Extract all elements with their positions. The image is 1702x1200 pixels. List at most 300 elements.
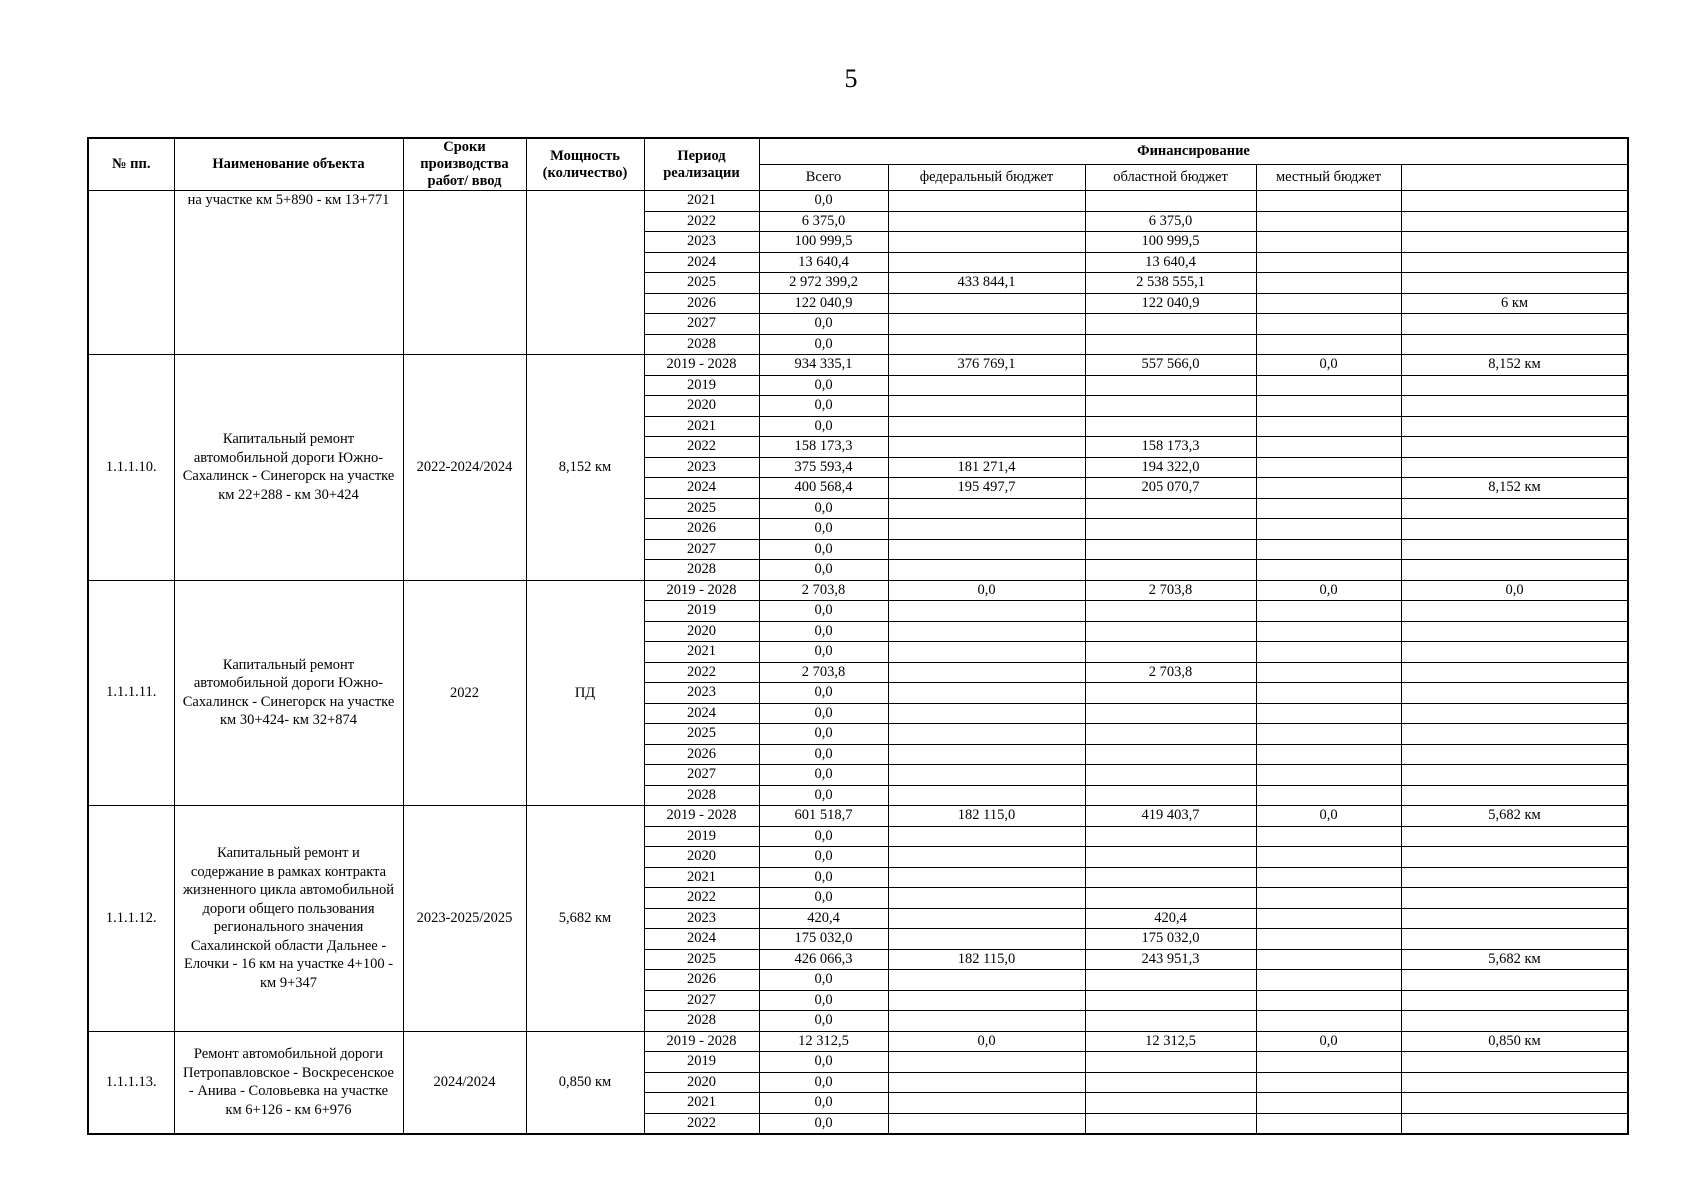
cell-federal: [888, 539, 1085, 560]
cell-total: 13 640,4: [759, 252, 888, 273]
cell-total: 0,0: [759, 1011, 888, 1032]
cell-regional: [1085, 621, 1256, 642]
capacity: 8,152 км: [526, 355, 644, 581]
cell-local: [1256, 232, 1401, 253]
cell-regional: [1085, 724, 1256, 745]
cell-total: 2 703,8: [759, 662, 888, 683]
cell-result: [1401, 847, 1628, 868]
cell-federal: [888, 908, 1085, 929]
cell-period: 2024: [644, 703, 759, 724]
cell-period: 2019 - 2028: [644, 355, 759, 376]
cell-period: 2025: [644, 273, 759, 294]
cell-federal: [888, 1072, 1085, 1093]
cell-result: [1401, 314, 1628, 335]
table-body: [88, 191, 1628, 1135]
cell-total: 0,0: [759, 375, 888, 396]
cell-total: 100 999,5: [759, 232, 888, 253]
cell-regional: [1085, 1052, 1256, 1073]
cell-federal: [888, 1052, 1085, 1073]
cell-local: [1256, 375, 1401, 396]
work-terms: 2022-2024/2024: [403, 355, 526, 581]
cell-federal: [888, 662, 1085, 683]
cell-federal: [888, 888, 1085, 909]
cell-total: 0,0: [759, 970, 888, 991]
cell-period: 2022: [644, 437, 759, 458]
cell-federal: [888, 293, 1085, 314]
cell-federal: 195 497,7: [888, 478, 1085, 499]
cell-result: [1401, 252, 1628, 273]
cell-result: [1401, 621, 1628, 642]
cell-result: [1401, 990, 1628, 1011]
cell-regional: [1085, 191, 1256, 212]
cell-regional: 2 703,8: [1085, 662, 1256, 683]
cell-result: [1401, 970, 1628, 991]
cell-federal: [888, 621, 1085, 642]
cell-regional: [1085, 1011, 1256, 1032]
cell-local: [1256, 724, 1401, 745]
cell-total: 0,0: [759, 1093, 888, 1114]
cell-federal: 0,0: [888, 1031, 1085, 1052]
cell-local: [1256, 1011, 1401, 1032]
table-row: [88, 806, 1628, 827]
cell-period: 2019 - 2028: [644, 806, 759, 827]
row-number: 1.1.1.11.: [88, 580, 174, 806]
cell-local: [1256, 642, 1401, 663]
cell-federal: [888, 929, 1085, 950]
cell-federal: [888, 785, 1085, 806]
cell-period: 2023: [644, 232, 759, 253]
cell-result: [1401, 683, 1628, 704]
page-number: 5: [844, 64, 858, 93]
cell-regional: [1085, 396, 1256, 417]
cell-regional: 420,4: [1085, 908, 1256, 929]
cell-period: 2027: [644, 990, 759, 1011]
capacity: 0,850 км: [526, 1031, 644, 1134]
cell-local: [1256, 867, 1401, 888]
cell-local: [1256, 826, 1401, 847]
capacity: [526, 191, 644, 355]
cell-result: [1401, 437, 1628, 458]
cell-total: 0,0: [759, 847, 888, 868]
cell-period: 2028: [644, 1011, 759, 1032]
cell-result: [1401, 1011, 1628, 1032]
work-terms: 2022: [403, 580, 526, 806]
cell-local: [1256, 847, 1401, 868]
cell-federal: 182 115,0: [888, 806, 1085, 827]
cell-result: [1401, 601, 1628, 622]
cell-regional: [1085, 498, 1256, 519]
cell-result: [1401, 826, 1628, 847]
cell-result: 0,850 км: [1401, 1031, 1628, 1052]
cell-local: [1256, 334, 1401, 355]
cell-regional: 2 703,8: [1085, 580, 1256, 601]
cell-local: [1256, 601, 1401, 622]
cell-total: 0,0: [759, 826, 888, 847]
cell-local: [1256, 785, 1401, 806]
cell-period: 2021: [644, 1093, 759, 1114]
header-financing: Финансирование: [759, 138, 1628, 165]
cell-result: [1401, 211, 1628, 232]
cell-result: 6 км: [1401, 293, 1628, 314]
cell-period: 2028: [644, 785, 759, 806]
cell-federal: [888, 437, 1085, 458]
cell-federal: 433 844,1: [888, 273, 1085, 294]
cell-period: 2028: [644, 560, 759, 581]
cell-regional: 419 403,7: [1085, 806, 1256, 827]
cell-regional: [1085, 785, 1256, 806]
cell-local: [1256, 888, 1401, 909]
cell-result: [1401, 785, 1628, 806]
cell-period: 2022: [644, 662, 759, 683]
table-header: [88, 138, 1628, 191]
cell-total: 934 335,1: [759, 355, 888, 376]
cell-period: 2019: [644, 375, 759, 396]
cell-regional: [1085, 601, 1256, 622]
cell-regional: 13 640,4: [1085, 252, 1256, 273]
cell-period: 2023: [644, 908, 759, 929]
cell-federal: [888, 703, 1085, 724]
header-total: Всего: [759, 165, 888, 191]
cell-result: 8,152 км: [1401, 355, 1628, 376]
cell-local: [1256, 1093, 1401, 1114]
cell-result: [1401, 867, 1628, 888]
cell-period: 2028: [644, 334, 759, 355]
cell-federal: 182 115,0: [888, 949, 1085, 970]
cell-total: 0,0: [759, 1052, 888, 1073]
cell-total: 158 173,3: [759, 437, 888, 458]
cell-federal: [888, 1113, 1085, 1134]
cell-regional: [1085, 847, 1256, 868]
capacity: 5,682 км: [526, 806, 644, 1032]
cell-regional: 122 040,9: [1085, 293, 1256, 314]
cell-local: [1256, 908, 1401, 929]
cell-regional: [1085, 642, 1256, 663]
cell-total: 0,0: [759, 621, 888, 642]
cell-result: [1401, 375, 1628, 396]
cell-total: 0,0: [759, 1072, 888, 1093]
cell-result: [1401, 1113, 1628, 1134]
cell-total: 0,0: [759, 724, 888, 745]
cell-total: 0,0: [759, 744, 888, 765]
work-terms: 2023-2025/2025: [403, 806, 526, 1032]
cell-local: [1256, 416, 1401, 437]
work-terms: [403, 191, 526, 355]
cell-regional: [1085, 334, 1256, 355]
cell-federal: 376 769,1: [888, 355, 1085, 376]
cell-local: [1256, 560, 1401, 581]
cell-local: [1256, 191, 1401, 212]
cell-total: 0,0: [759, 416, 888, 437]
header-name: Наименование объекта: [174, 138, 403, 191]
cell-total: 0,0: [759, 642, 888, 663]
cell-regional: 2 538 555,1: [1085, 273, 1256, 294]
cell-regional: 158 173,3: [1085, 437, 1256, 458]
header-terms: Сроки производства работ/ ввод: [403, 138, 526, 191]
cell-federal: [888, 498, 1085, 519]
cell-federal: [888, 642, 1085, 663]
cell-local: [1256, 273, 1401, 294]
cell-local: [1256, 1052, 1401, 1073]
cell-local: [1256, 478, 1401, 499]
cell-result: [1401, 232, 1628, 253]
cell-period: 2020: [644, 847, 759, 868]
cell-local: [1256, 744, 1401, 765]
table-row: [88, 1031, 1628, 1052]
work-terms: 2024/2024: [403, 1031, 526, 1134]
cell-local: [1256, 929, 1401, 950]
cell-local: [1256, 970, 1401, 991]
cell-period: 2019: [644, 601, 759, 622]
cell-total: 0,0: [759, 191, 888, 212]
header-local: местный бюджет: [1256, 165, 1401, 191]
cell-local: [1256, 1113, 1401, 1134]
cell-total: 601 518,7: [759, 806, 888, 827]
cell-local: [1256, 662, 1401, 683]
cell-result: [1401, 1052, 1628, 1073]
cell-period: 2021: [644, 191, 759, 212]
cell-period: 2023: [644, 457, 759, 478]
cell-result: [1401, 765, 1628, 786]
cell-federal: [888, 334, 1085, 355]
cell-local: [1256, 539, 1401, 560]
cell-period: 2021: [644, 867, 759, 888]
cell-period: 2022: [644, 1113, 759, 1134]
cell-period: 2019 - 2028: [644, 1031, 759, 1052]
cell-result: [1401, 498, 1628, 519]
cell-total: 0,0: [759, 498, 888, 519]
cell-local: 0,0: [1256, 806, 1401, 827]
cell-period: 2024: [644, 252, 759, 273]
cell-total: 0,0: [759, 560, 888, 581]
cell-federal: [888, 867, 1085, 888]
cell-result: [1401, 273, 1628, 294]
cell-regional: [1085, 765, 1256, 786]
cell-total: 0,0: [759, 601, 888, 622]
cell-result: [1401, 1072, 1628, 1093]
cell-federal: [888, 1011, 1085, 1032]
cell-local: [1256, 621, 1401, 642]
cell-result: [1401, 334, 1628, 355]
cell-total: 0,0: [759, 539, 888, 560]
cell-result: [1401, 724, 1628, 745]
cell-total: 0,0: [759, 888, 888, 909]
cell-local: 0,0: [1256, 580, 1401, 601]
cell-regional: 205 070,7: [1085, 478, 1256, 499]
cell-total: 0,0: [759, 396, 888, 417]
cell-period: 2027: [644, 539, 759, 560]
cell-local: [1256, 949, 1401, 970]
cell-regional: [1085, 539, 1256, 560]
cell-total: 2 972 399,2: [759, 273, 888, 294]
header-regional: областной бюджет: [1085, 165, 1256, 191]
cell-result: 5,682 км: [1401, 949, 1628, 970]
object-name: Капитальный ремонт и содержание в рамках контракта жизненного цикла автомобильной дороги общего пользования регионального значения Сахалинской области Дальнее - Елочки - 16 км на участке 4+100 - км 9+347: [174, 806, 403, 1032]
table-row: [88, 580, 1628, 601]
cell-period: 2024: [644, 929, 759, 950]
cell-result: [1401, 642, 1628, 663]
cell-federal: [888, 560, 1085, 581]
cell-federal: [888, 601, 1085, 622]
cell-federal: [888, 211, 1085, 232]
cell-result: [1401, 560, 1628, 581]
cell-result: [1401, 396, 1628, 417]
object-name: Капитальный ремонт автомобильной дороги Южно-Сахалинск - Синегорск на участке км 30+424- км 32+874: [174, 580, 403, 806]
cell-total: 426 066,3: [759, 949, 888, 970]
cell-local: 0,0: [1256, 355, 1401, 376]
cell-total: 0,0: [759, 765, 888, 786]
cell-result: 0,0: [1401, 580, 1628, 601]
cell-period: 2021: [644, 416, 759, 437]
cell-period: 2027: [644, 765, 759, 786]
cell-result: [1401, 929, 1628, 950]
cell-local: [1256, 252, 1401, 273]
cell-total: 0,0: [759, 683, 888, 704]
cell-result: [1401, 416, 1628, 437]
cell-federal: [888, 744, 1085, 765]
cell-federal: [888, 724, 1085, 745]
cell-period: 2019 - 2028: [644, 580, 759, 601]
cell-regional: 100 999,5: [1085, 232, 1256, 253]
cell-federal: [888, 191, 1085, 212]
cell-total: 0,0: [759, 314, 888, 335]
cell-federal: [888, 826, 1085, 847]
cell-period: 2026: [644, 519, 759, 540]
cell-regional: [1085, 826, 1256, 847]
cell-local: [1256, 703, 1401, 724]
cell-local: [1256, 765, 1401, 786]
cell-period: 2027: [644, 314, 759, 335]
cell-total: 175 032,0: [759, 929, 888, 950]
cell-total: 0,0: [759, 990, 888, 1011]
cell-local: [1256, 314, 1401, 335]
cell-period: 2024: [644, 478, 759, 499]
cell-federal: [888, 396, 1085, 417]
cell-regional: [1085, 314, 1256, 335]
cell-federal: [888, 847, 1085, 868]
financing-table: [87, 137, 1629, 1135]
cell-local: [1256, 1072, 1401, 1093]
cell-regional: 175 032,0: [1085, 929, 1256, 950]
cell-total: 0,0: [759, 334, 888, 355]
cell-regional: [1085, 683, 1256, 704]
object-name: на участке км 5+890 - км 13+771: [174, 191, 403, 355]
cell-local: [1256, 498, 1401, 519]
cell-period: 2020: [644, 621, 759, 642]
cell-total: 0,0: [759, 1113, 888, 1134]
row-number: [88, 191, 174, 355]
cell-regional: [1085, 375, 1256, 396]
cell-result: [1401, 1093, 1628, 1114]
cell-period: 2025: [644, 949, 759, 970]
cell-period: 2023: [644, 683, 759, 704]
cell-period: 2026: [644, 970, 759, 991]
cell-period: 2019: [644, 1052, 759, 1073]
row-number: 1.1.1.10.: [88, 355, 174, 581]
cell-regional: [1085, 744, 1256, 765]
cell-local: [1256, 519, 1401, 540]
cell-total: 122 040,9: [759, 293, 888, 314]
cell-local: 0,0: [1256, 1031, 1401, 1052]
cell-regional: [1085, 519, 1256, 540]
cell-federal: 0,0: [888, 580, 1085, 601]
cell-result: [1401, 191, 1628, 212]
cell-federal: [888, 1093, 1085, 1114]
cell-local: [1256, 990, 1401, 1011]
cell-regional: 243 951,3: [1085, 949, 1256, 970]
cell-result: [1401, 888, 1628, 909]
cell-local: [1256, 457, 1401, 478]
cell-regional: [1085, 990, 1256, 1011]
header-num: № пп.: [88, 138, 174, 191]
cell-period: 2022: [644, 211, 759, 232]
cell-total: 2 703,8: [759, 580, 888, 601]
cell-total: 400 568,4: [759, 478, 888, 499]
cell-regional: [1085, 970, 1256, 991]
cell-regional: [1085, 867, 1256, 888]
cell-local: [1256, 211, 1401, 232]
cell-result: [1401, 744, 1628, 765]
cell-federal: [888, 683, 1085, 704]
row-number: 1.1.1.12.: [88, 806, 174, 1032]
table-row: [88, 355, 1628, 376]
cell-local: [1256, 437, 1401, 458]
cell-federal: [888, 232, 1085, 253]
cell-total: 0,0: [759, 867, 888, 888]
cell-federal: [888, 416, 1085, 437]
cell-federal: [888, 252, 1085, 273]
table-row: [88, 191, 1628, 212]
cell-local: [1256, 293, 1401, 314]
cell-local: [1256, 396, 1401, 417]
capacity: ПД: [526, 580, 644, 806]
cell-regional: [1085, 1072, 1256, 1093]
header-period: Период реализации: [644, 138, 759, 191]
cell-regional: [1085, 888, 1256, 909]
cell-period: 2020: [644, 1072, 759, 1093]
cell-federal: [888, 765, 1085, 786]
cell-total: 12 312,5: [759, 1031, 888, 1052]
cell-federal: [888, 970, 1085, 991]
cell-regional: 6 375,0: [1085, 211, 1256, 232]
row-number: 1.1.1.13.: [88, 1031, 174, 1134]
cell-total: 0,0: [759, 703, 888, 724]
cell-federal: [888, 519, 1085, 540]
cell-period: 2020: [644, 396, 759, 417]
cell-period: 2025: [644, 724, 759, 745]
cell-period: 2022: [644, 888, 759, 909]
cell-result: [1401, 519, 1628, 540]
cell-result: [1401, 908, 1628, 929]
cell-federal: [888, 314, 1085, 335]
header-power: Мощность (количество): [526, 138, 644, 191]
cell-total: 375 593,4: [759, 457, 888, 478]
header-federal: федеральный бюджет: [888, 165, 1085, 191]
cell-federal: [888, 990, 1085, 1011]
cell-regional: [1085, 703, 1256, 724]
cell-period: 2026: [644, 744, 759, 765]
cell-federal: 181 271,4: [888, 457, 1085, 478]
cell-local: [1256, 683, 1401, 704]
object-name: Капитальный ремонт автомобильной дороги Южно-Сахалинск - Синегорск на участке км 22+288 - км 30+424: [174, 355, 403, 581]
cell-period: 2025: [644, 498, 759, 519]
cell-period: 2021: [644, 642, 759, 663]
cell-result: [1401, 662, 1628, 683]
cell-regional: [1085, 1113, 1256, 1134]
cell-regional: 194 322,0: [1085, 457, 1256, 478]
cell-total: 0,0: [759, 785, 888, 806]
cell-result: 8,152 км: [1401, 478, 1628, 499]
cell-regional: 557 566,0: [1085, 355, 1256, 376]
